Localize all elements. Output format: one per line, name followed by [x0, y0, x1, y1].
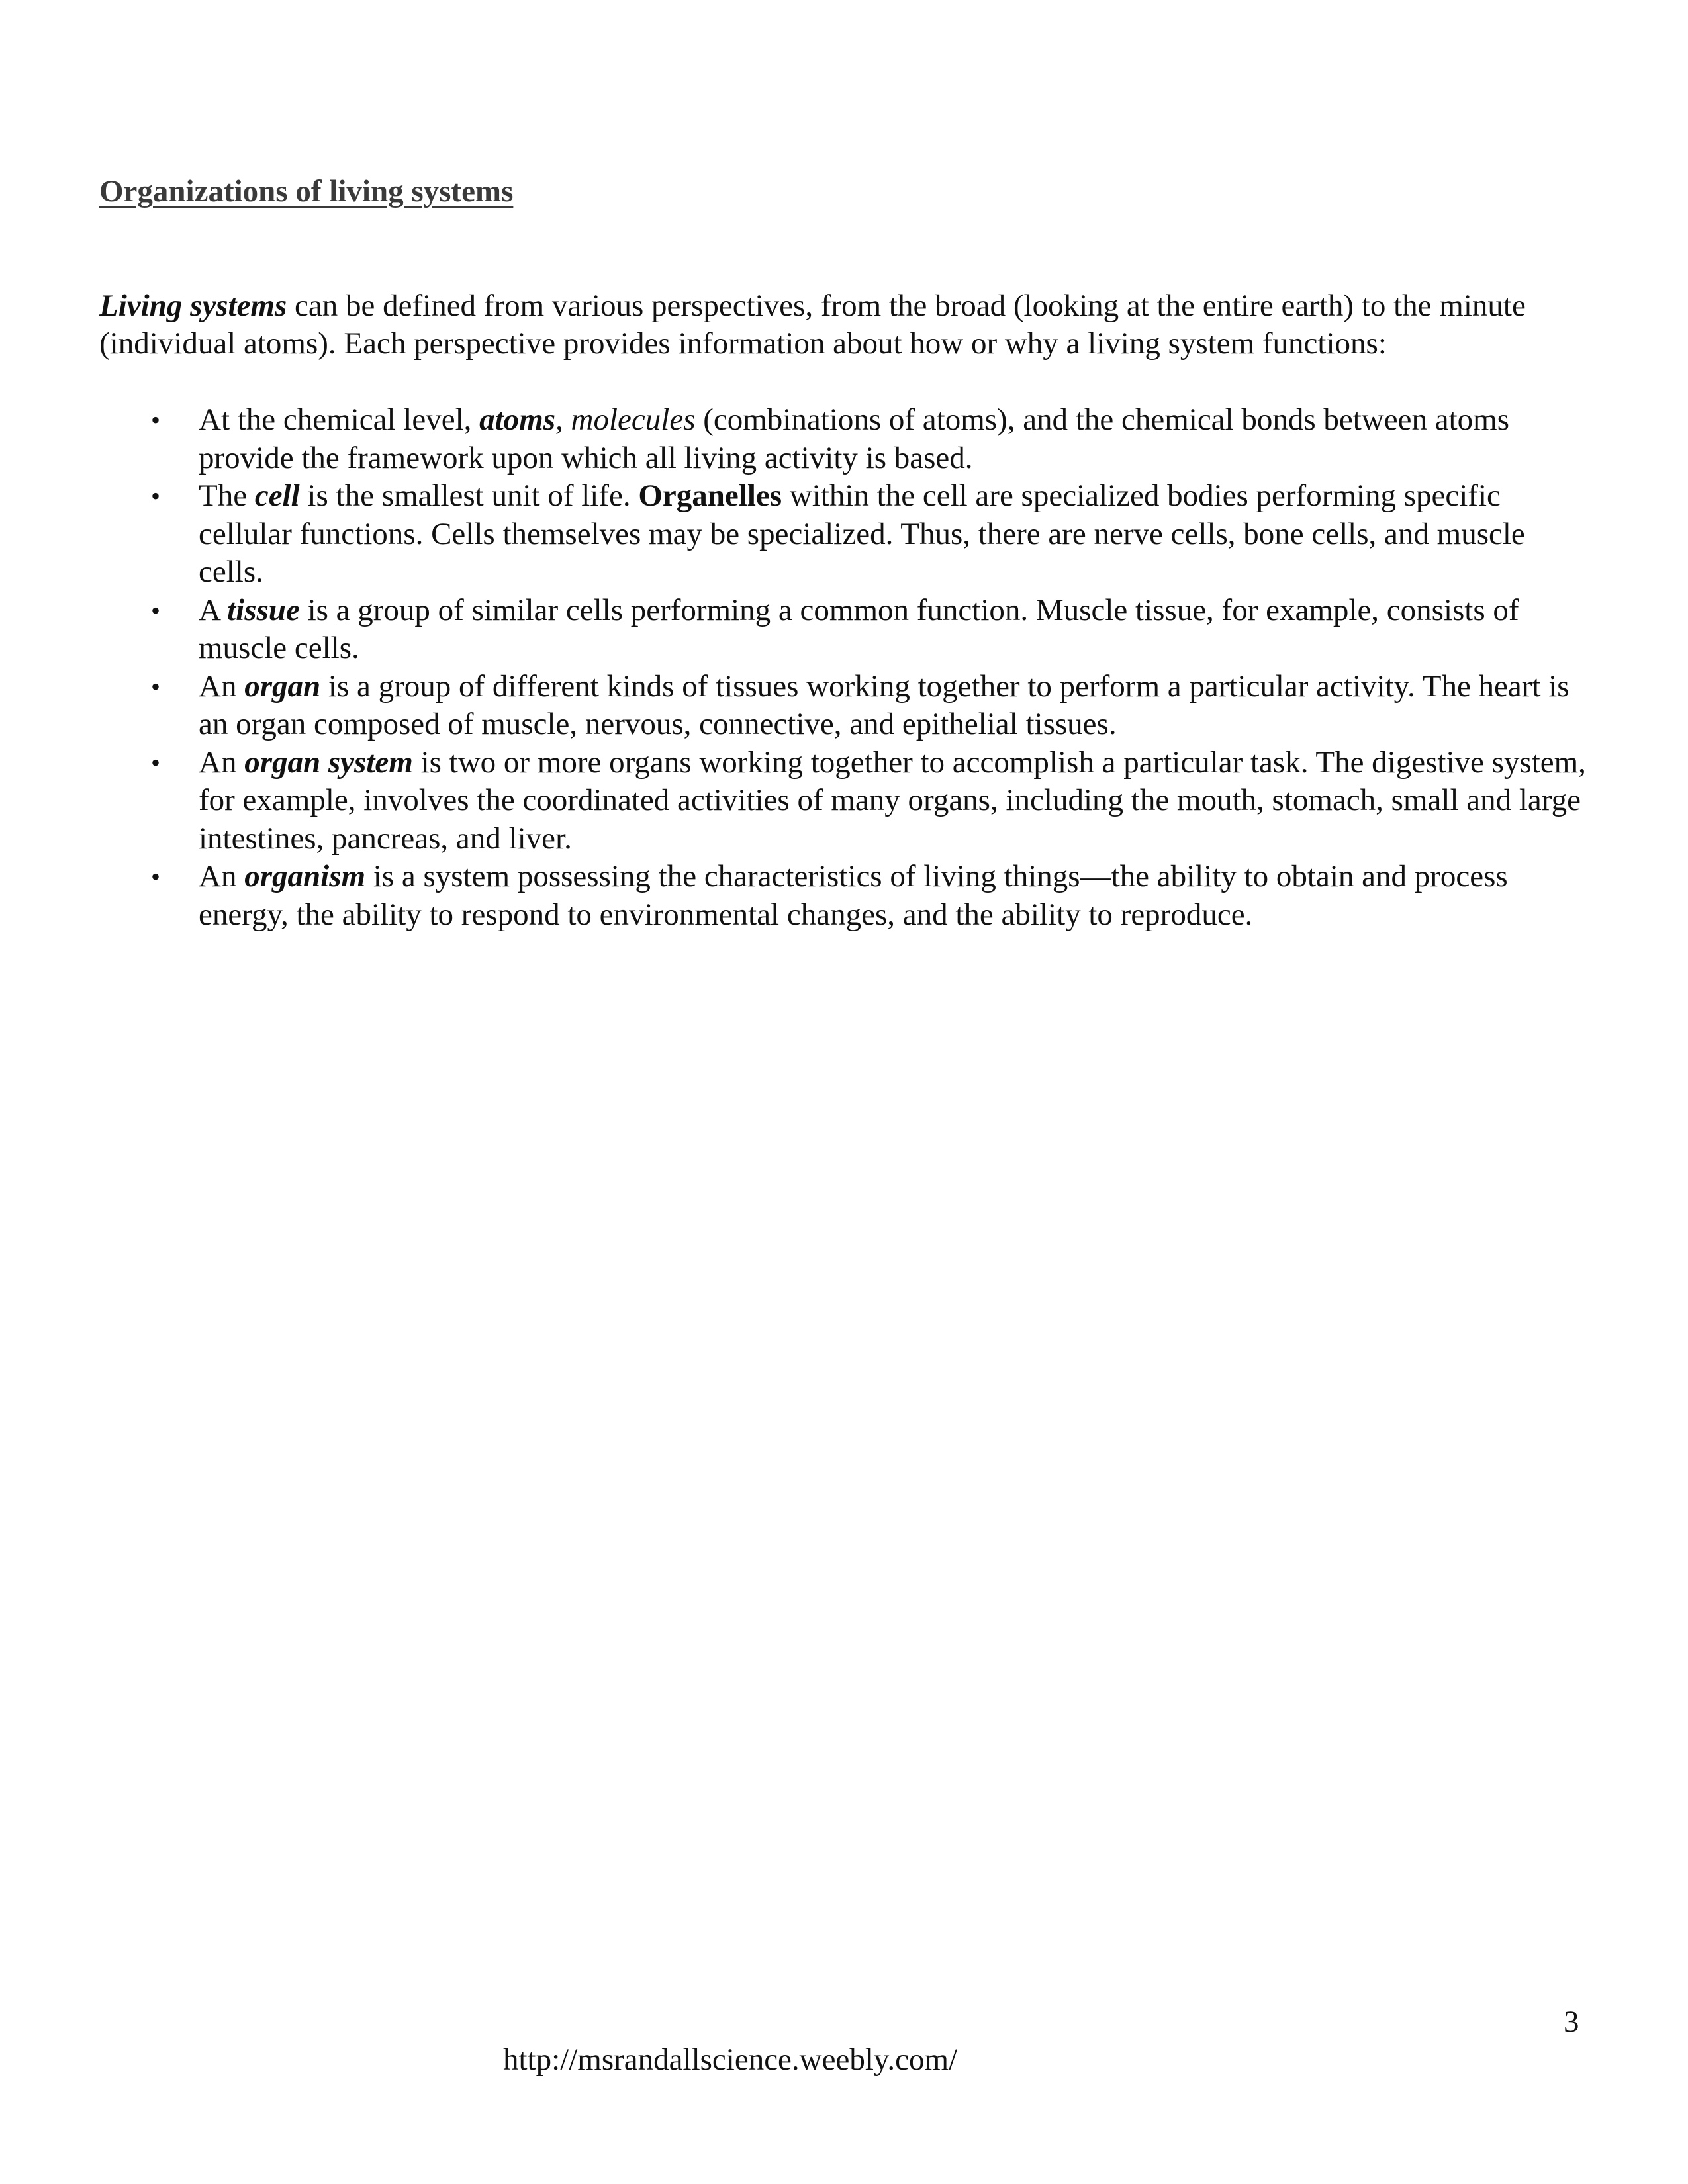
bullet-icon: • — [151, 862, 161, 891]
term-organ: organ — [244, 668, 321, 704]
list-item-cell — [99, 477, 1595, 592]
intro-term: Living systems — [99, 289, 287, 323]
list-item-tissue — [99, 592, 1595, 668]
term-molecules: , molecules — [555, 402, 696, 437]
intro-text: can be defined from various perspectives, from the broad (looking at the entire earth) to the minute (individual atoms). Each perspective provides information about how or why a living system functions: — [99, 289, 1526, 361]
term-cell: cell — [254, 478, 300, 513]
list-item-organ — [99, 668, 1595, 744]
bullet-icon: • — [151, 405, 161, 435]
term-tissue: tissue — [227, 592, 300, 627]
item-text: is a group of similar cells performing a common function. Muscle tissue, for example, consists of muscle cells. — [199, 592, 1519, 665]
list-item-organ-system — [99, 744, 1595, 858]
item-text: is the smallest unit of life. — [299, 478, 639, 513]
item-text: At the chemical level, — [199, 402, 480, 437]
item-text: (combinations of atoms), and the chemical bonds between atoms provide the framework upon which all living activity is based. — [199, 402, 1509, 475]
item-text: A — [199, 592, 228, 627]
bullet-icon: • — [151, 481, 161, 511]
term-atoms: atoms — [479, 402, 556, 437]
footer-url: http://msrandallscience.weebly.com/ — [503, 2042, 958, 2077]
item-text: is a system possessing the characteristics of living things—the ability to obtain and process energy, the ability to respond to environmental changes, and the ability to reproduce. — [199, 859, 1508, 932]
item-text: An — [199, 859, 245, 893]
item-text: An — [199, 668, 245, 704]
item-text: is a group of different kinds of tissues working together to perform a particular activity. The heart is an organ composed of muscle, nervous, connective, and epithelial tissues. — [199, 668, 1570, 741]
intro-paragraph — [99, 287, 1595, 363]
item-text: The — [199, 478, 255, 513]
item-text: is two or more organs working together to accomplish a particular task. The digestive system, for example, involves the coordinated activities of many organs, including the mouth, stomach, small and large intestines, pancreas, and liver. — [199, 745, 1586, 856]
item-text: An — [199, 745, 245, 780]
list-item-chemical — [99, 401, 1595, 477]
term-organ-system: organ system — [244, 745, 413, 780]
list-item-organism — [99, 858, 1595, 934]
term-organism: organism — [244, 859, 366, 893]
term-organelles: Organelles — [638, 478, 782, 513]
item-text: within the cell are specialized bodies performing specific cellular functions. Cells themselves may be specialized. Thus, there are nerve cells, bone cells, and muscle cells. — [199, 478, 1525, 589]
bullet-icon: • — [151, 595, 161, 625]
levels-list — [99, 401, 1595, 934]
section-heading: Organizations of living systems — [99, 174, 514, 208]
bullet-icon: • — [151, 747, 161, 778]
bullet-icon: • — [151, 671, 161, 702]
page-number: 3 — [1564, 2005, 1579, 2039]
